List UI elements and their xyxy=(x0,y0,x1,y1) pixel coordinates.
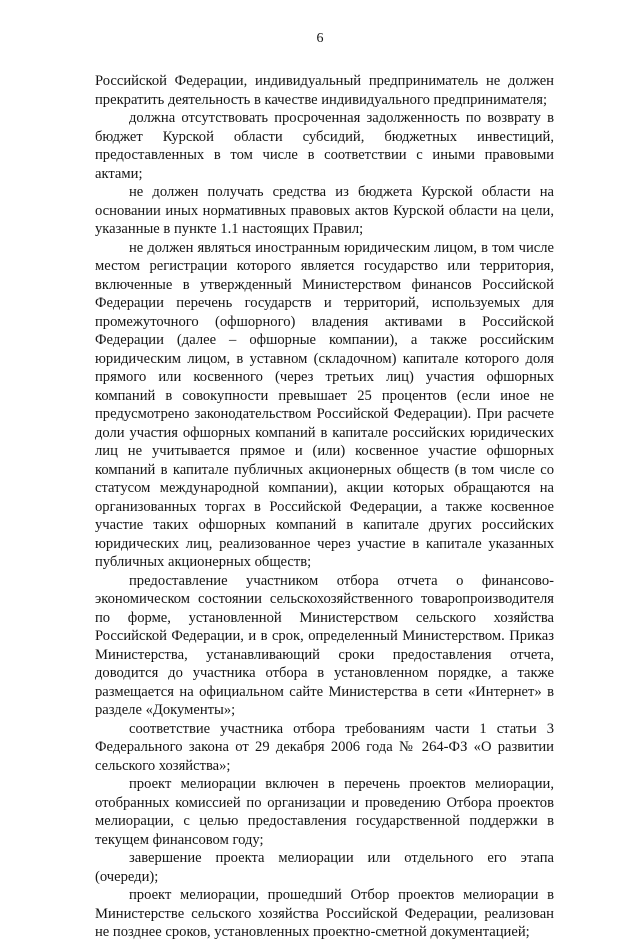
page-number: 6 xyxy=(316,31,324,46)
paragraph-5: предоставление участником отбора отчета о финансово-экономическом состоянии сельскохозяйственного товаропроизводителя по форме, установленной Министерством сельского хозяйства Российской Федерации, и в срок, определенный Министерством. Приказ Министерства, устанавливающий сроки предоставления отчета, доводится до участника отбора в установленном порядке, а также размещается на официальном сайте Министерства в сети «Интернет» в разделе «Документы»; xyxy=(95,572,554,718)
document-body xyxy=(95,72,554,942)
paragraph-8: завершение проекта мелиорации или отдельного его этапа (очереди); xyxy=(95,850,554,885)
paragraph-1: Российской Федерации, индивидуальный предприниматель не должен прекратить деятельность в качестве индивидуального предпринимателя; xyxy=(95,73,554,108)
paragraph-4: не должен являться иностранным юридическим лицом, в том числе местом регистрации которого является государство или территория, включенные в утвержденный Министерством финансов Российской Федерации перечень государств и территорий, используемых для промежуточного (офшорного) владения активами в Российской Федерации (далее – офшорные компании), а также российским юридическим лицом, в уставном (складочном) капитале которого доля прямого или косвенного (через третьих лиц) участия офшорных компаний в совокупности превышает 25 процентов (если иное не предусмотрено законодательством Российской Федерации). При расчете доли участия офшорных компаний в капитале российских юридических лиц не учитывается прямое и (или) косвенное участие офшорных компаний в капитале публичных акционерных обществ (в том числе со статусом международной компании), акции которых обращаются на организованных торгах в Российской Федерации, а также косвенное участие таких офшорных компаний в капитале других российских юридических лиц, реализованное через участие в капитале указанных публичных акционерных обществ; xyxy=(95,239,554,570)
paragraph-3: не должен получать средства из бюджета Курской области на основании иных нормативных правовых актов Курской области на цели, указанные в пункте 1.1 настоящих Правил; xyxy=(95,184,554,237)
paragraph-9: проект мелиорации, прошедший Отбор проектов мелиорации в Министерстве сельского хозяйства Российской Федерации, реализован не позднее сроков, установленных проектно-сметной документацией; xyxy=(95,887,554,940)
paragraph-2: должна отсутствовать просроченная задолженность по возврату в бюджет Курской области субсидий, бюджетных инвестиций, предоставленных в том числе в соответствии с иными правовыми актами; xyxy=(95,110,554,182)
paragraph-6: соответствие участника отбора требованиям части 1 статьи 3 Федерального закона от 29 декабря 2006 года № 264-ФЗ «О развитии сельского хозяйства»; xyxy=(95,720,554,774)
paragraph-7: проект мелиорации включен в перечень проектов мелиорации, отобранных комиссией по организации и проведению Отбора проектов мелиорации, с целью предоставления государственной поддержки в текущем финансовом году; xyxy=(95,776,554,848)
